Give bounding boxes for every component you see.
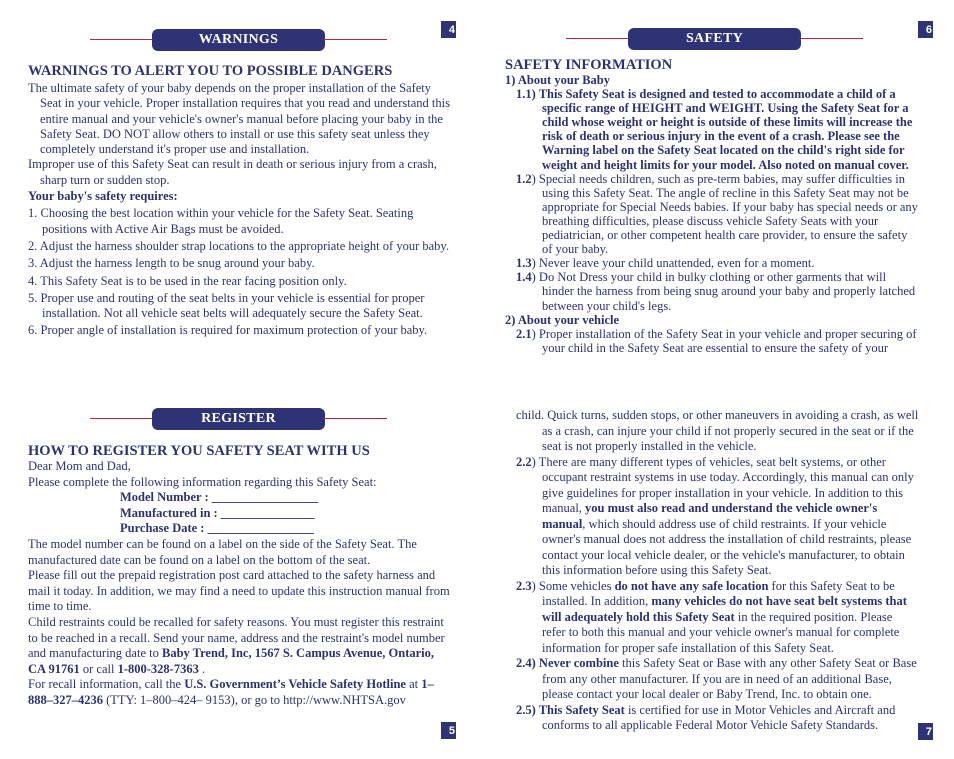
warnings-item-4: 4. This Safety Seat is to be used in the rear facing position only.	[28, 273, 347, 288]
register-para-4: For recall information, call the U.S. Government’s Vehicle Safety Hotline at 1–888–327–4236 (TTY: 1–800–424– 9153), or go to http://www.NHTSA.gov	[28, 677, 434, 707]
register-heading: HOW TO REGISTER YOU SAFETY SEAT WITH US	[28, 443, 370, 459]
safety-body	[505, 73, 919, 355]
hotline-number: 1–888–327–4236	[28, 677, 434, 707]
safety-item-2-1-continued: child. Quick turns, sudden stops, or other maneuvers in avoiding a crash, as well as a crash, can injure your child if not properly secured in the seat or if the seat is not properly installed in the vehicle.	[516, 408, 919, 453]
register-rule-right	[323, 418, 387, 419]
safety-item-2-1: 2.1) Proper installation of the Safety Seat in your vehicle and proper securing of your child in the Safety Seat are essential to ensure the safety of your	[516, 326, 917, 355]
safety-item-1-3: 1.3) Never leave your child unattended, even for a moment.	[516, 256, 815, 271]
register-tab: REGISTER	[152, 408, 325, 430]
mailing-address: Baby Trend, Inc, 1567 S. Campus Avenue, Ontario, CA 91761	[28, 646, 435, 676]
register-para-2: Please fill out the prepaid registration post card attached to the safety harness and mail it today. In addition, we may find a need to update this instruction manual from time to time.	[28, 568, 450, 614]
purchase-date-field: Purchase Date : _________________	[120, 521, 314, 536]
warnings-rule-left	[90, 39, 154, 40]
safety-heading: SAFETY INFORMATION	[505, 57, 673, 73]
safety-item-2-3: 2.3) Some vehicles do not have any safe location for this Safety Seat to be installed. In addition, many vehicles do not have seat belt systems that will adequately hold this Safety Seat in the required position. Please refer to both this manual and your vehicle owner's manual for complete information for proper safe installation of this Safety Seat.	[516, 578, 907, 655]
register-rule-left	[90, 418, 154, 419]
register-para-3: Child restraints could be recalled for safety reasons. You must register this restraint to be reached in a recall. Send your name, address and the restraint's model number and manufacturing date to Baby Trend, Inc, 1567 S. Campus Avenue, Ontario, CA 91761 or call 1-800-328-7363 .	[28, 614, 445, 676]
section-about-baby: 1) About your Baby	[505, 73, 611, 87]
hotline-name: U.S. Government’s Vehicle Safety Hotline	[184, 677, 406, 692]
phone-number: 1-800-328-7363	[117, 661, 199, 676]
register-instruction: Please complete the following information regarding this Safety Seat:	[28, 474, 377, 489]
safety-item-2-2: 2.2) There are many different types of vehicles, seat belt systems, or other occupant restraint systems in use today. Accordingly, this manual can only give guidelines for proper installation in your vehicle. In addition to this manual, you must also read and understand the vehicle owner's manual, which should address use of child restraints. If your vehicle owner's manual does not address the installation of child restraints, please contact your local vehicle dealer, or the vehicle's manufacturer, to obtain this information before using this Safety Seat.	[516, 454, 914, 577]
manufactured-in-field: Manufactured in : _______________	[120, 505, 315, 520]
warnings-intro-2: Improper use of this Safety Seat can result in death or serious injury from a crash, sharp turn or sudden stop.	[28, 157, 437, 187]
warnings-item-3: 3. Adjust the harness length to be snug around your baby.	[28, 256, 315, 271]
register-para-1: The model number can be found on a label on the side of the Safety Seat. The manufactured date can be found on a label on the bottom of the seat.	[28, 536, 417, 567]
warnings-item-6: 6. Proper angle of installation is required for maximum protection of your baby.	[28, 323, 428, 338]
safety-continued-body	[505, 408, 919, 734]
safety-item-1-1: 1.1) This Safety Seat is designed and tested to accommodate a child of a specific range of HEIGHT and WEIGHT. Using the Safety Seat for a child whose weight or height is outside of these limits will increase the risk of death or serious injury in the event of a crash. Please see the Warning label on the Safety Seat located on the child's right side for weight and height limits for your model. Also noted on manual cover.	[516, 87, 913, 172]
page-number-6: 6	[918, 21, 933, 38]
safety-rule-left	[566, 38, 630, 39]
warnings-item-5: 5. Proper use and routing of the seat belts in your vehicle is essential for proper installation. Not all vehicle seat belts will adequately secure the Safety Seat.	[28, 290, 425, 321]
warnings-intro-1: The ultimate safety of your baby depends on the proper installation of the Safety Seat in your vehicle. Proper installation requires that you read and understand this entire manual and your vehicle's owner's manual before placing your baby in the Safety Seat. DO NOT allow others to install or use this safety seat unless they completely understand it's proper use and installation.	[28, 81, 450, 157]
safety-item-1-4: 1.4) Do Not Dress your child in bulky clothing or other garments that will hinder the harness from being snug around your baby and properly latched between your child's legs.	[516, 270, 916, 313]
safety-rule-right	[799, 38, 863, 39]
safety-tab: SAFETY	[628, 28, 801, 50]
register-greeting: Dear Mom and Dad,	[28, 459, 131, 473]
warnings-rule-right	[323, 39, 387, 40]
model-number-field: Model Number : _________________	[120, 490, 319, 505]
warnings-tab: WARNINGS	[152, 29, 325, 51]
safety-item-2-4: 2.4) Never combine this Safety Seat or Base with any other Safety Seat or Base from any other manufacturer. If you are in need of an additional Base, please contact your local dealer or Baby Trend, Inc. to obtain one.	[516, 656, 917, 701]
warnings-body	[28, 81, 450, 339]
safety-item-2-5: 2.5) This Safety Seat is certified for use in Motor Vehicles and Aircraft and conforms to all applicable Federal Motor Vehicle Safety Standards.	[516, 702, 896, 732]
page-number-5: 5	[441, 722, 456, 739]
safety-item-1-2: 1.2) Special needs children, such as pre-term babies, may suffer difficulties in using this Safety Seat. The angle of recline in this Safety Seat may not be appropriate for Special Needs babies. If your baby has special needs or any breathing difficulties, please discuss vehicle Safety Seats with your pediatrician, or other competent health care provider, to ensure the safety of your baby.	[516, 171, 918, 257]
register-body	[28, 459, 450, 709]
warnings-item-2: 2. Adjust the harness shoulder strap locations to the appropriate height of your baby.	[28, 238, 449, 253]
section-about-vehicle: 2) About your vehicle	[505, 312, 620, 327]
warnings-requires-label: Your baby's safety requires:	[28, 189, 178, 204]
page-number-7: 7	[918, 723, 933, 740]
warnings-item-1: 1. Choosing the best location within your vehicle for the Safety Seat. Seating positions with Active Air Bags must be avoided.	[28, 206, 414, 236]
warnings-heading: WARNINGS TO ALERT YOU TO POSSIBLE DANGERS	[28, 63, 393, 79]
page-number-4: 4	[441, 21, 456, 38]
